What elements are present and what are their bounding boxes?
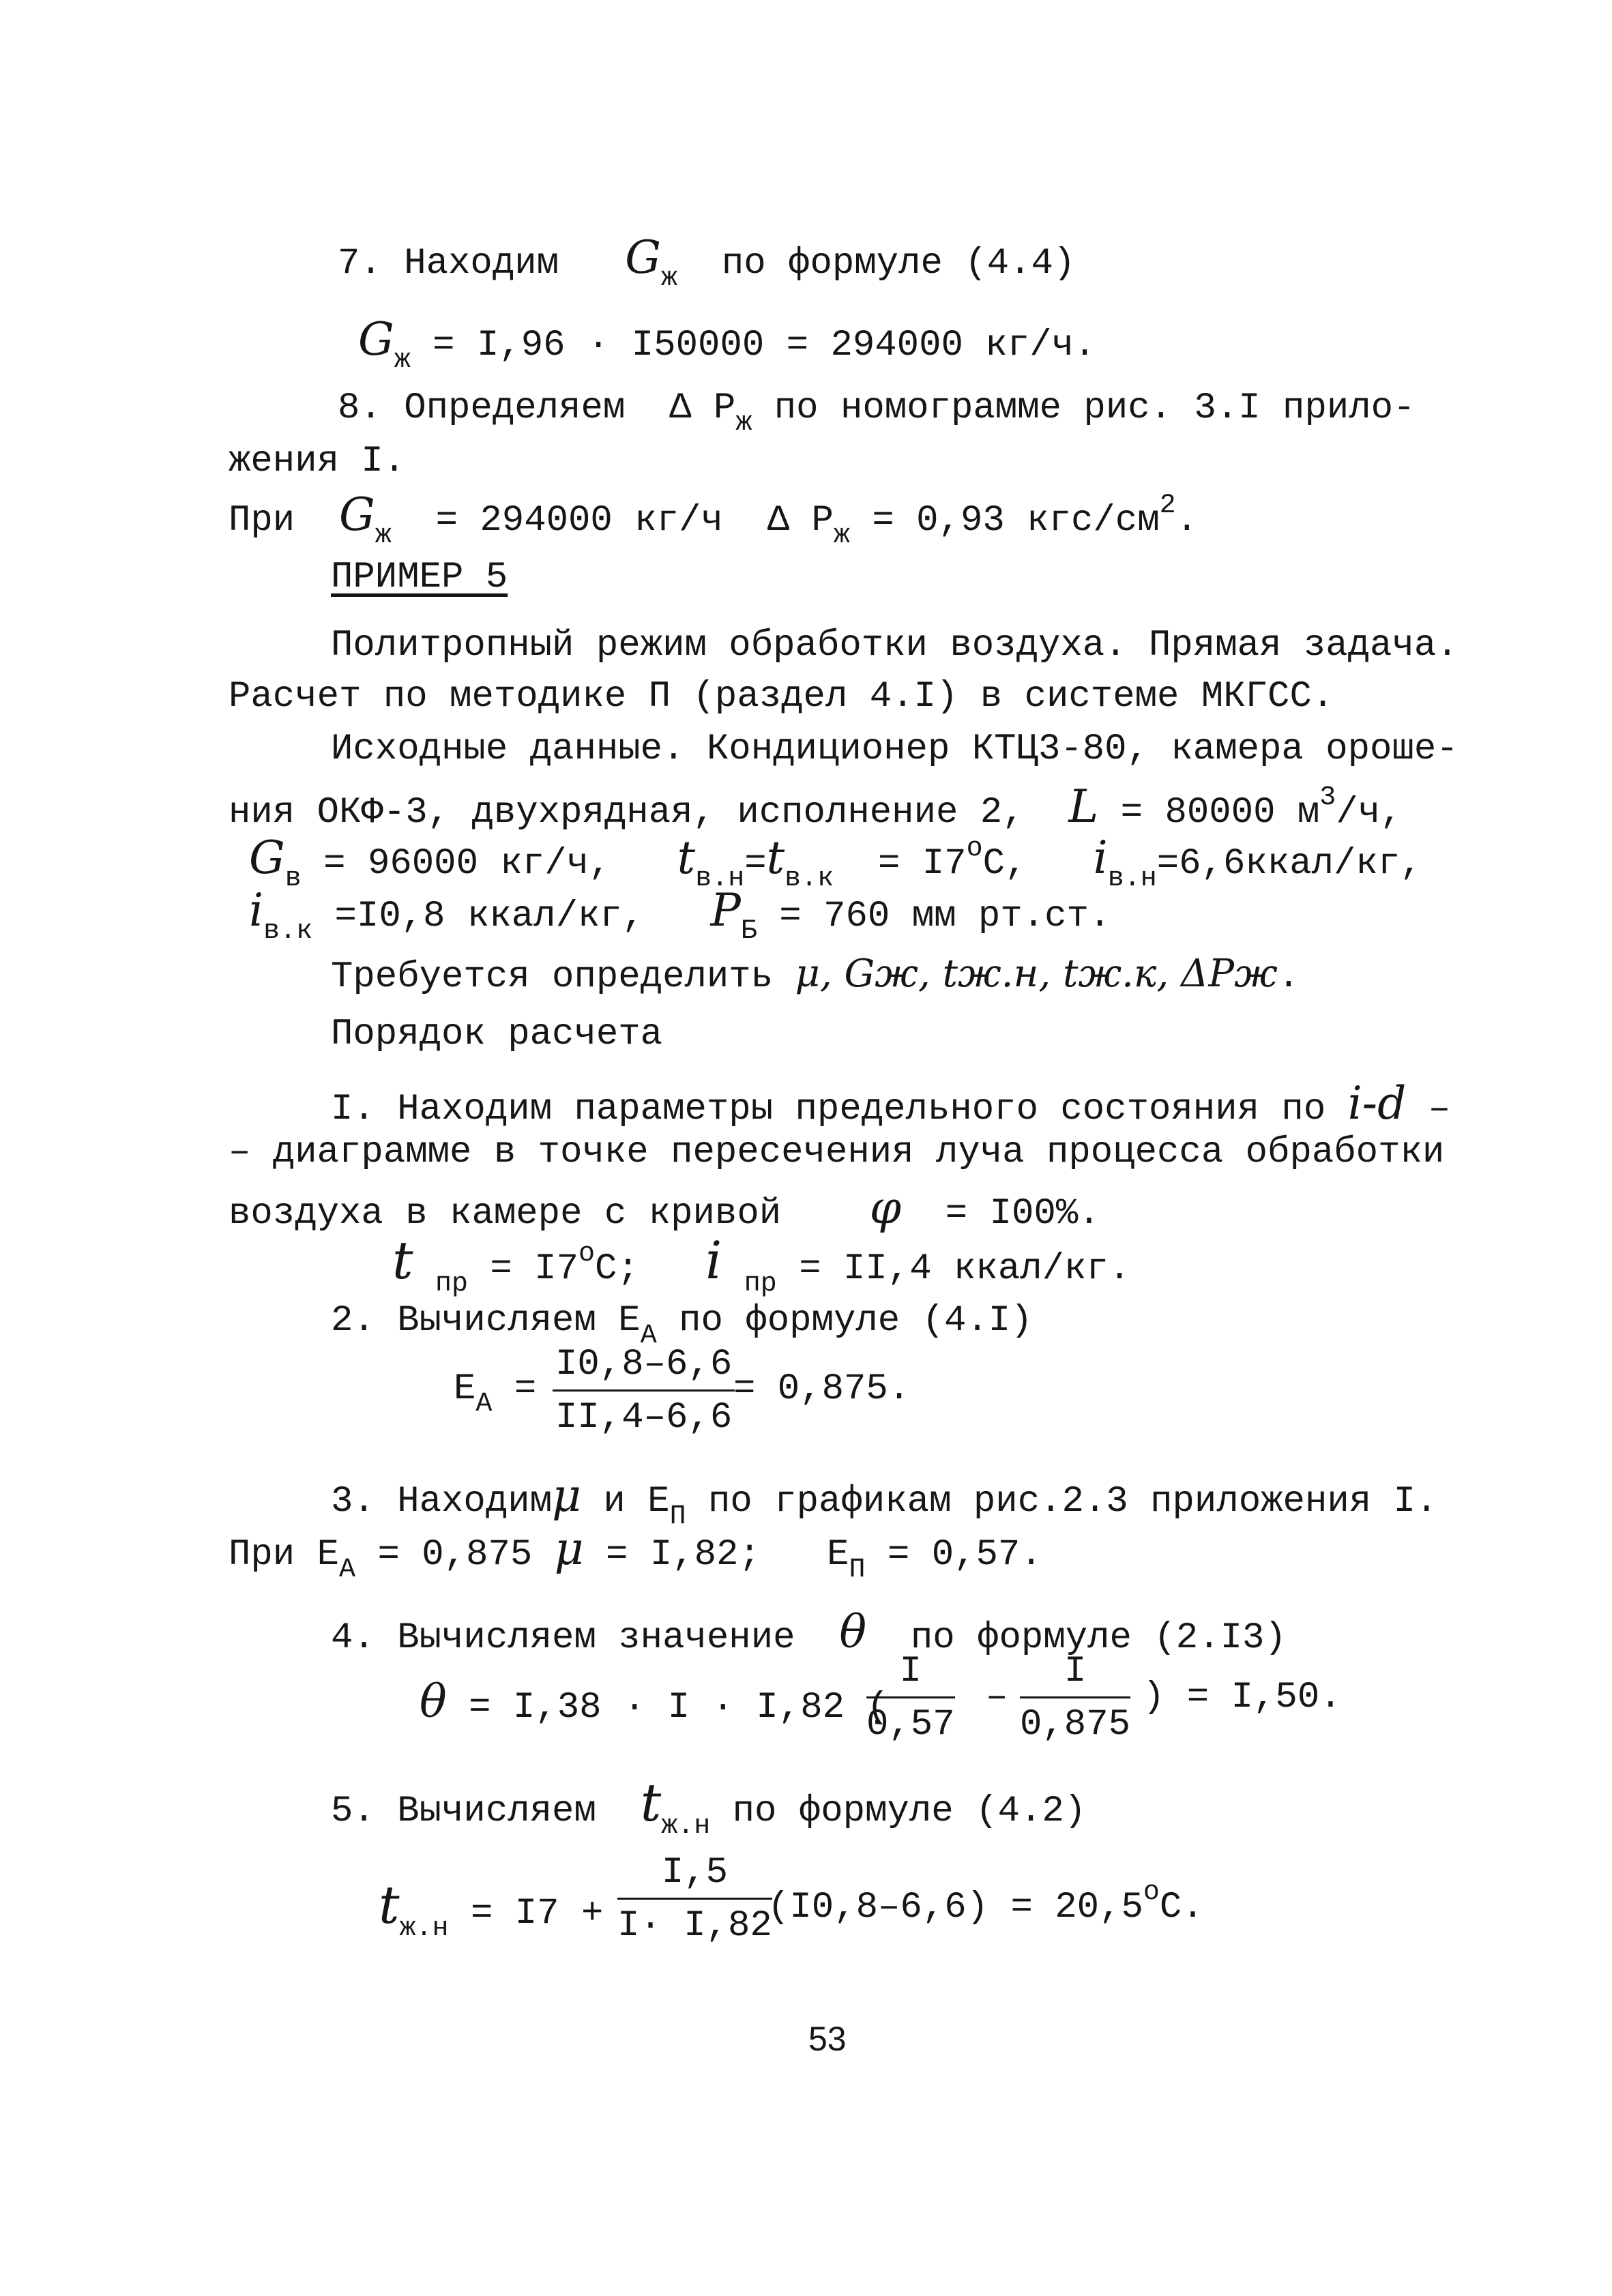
step1-line-3: воздуха в камере с кривой φ = I00%. bbox=[229, 1181, 1100, 1235]
step5-result: $(I0,8-6,6) = 20,5^oC$. bbox=[767, 1877, 1204, 1928]
step4-minus: – bbox=[986, 1677, 1008, 1718]
step4-result: ) = I,50. bbox=[1143, 1677, 1342, 1718]
step3-line-1: 3. Находимμ и $E_П$ по графикам рис.2.3 приложения I. bbox=[331, 1469, 1438, 1532]
initial-data-line-2: ния ОКФ-3, двухрядная, исполнение 2, L = 80000 $м^3/ч$, bbox=[229, 780, 1403, 834]
step2-line: 2. Вычисляем $E_A$ по формуле (4.I) bbox=[331, 1300, 1033, 1351]
step5-line: 5. Вычисляем $t_{ж.н}$ по формуле (4.2) bbox=[331, 1772, 1087, 1842]
step1-line-4: t $_{пр} = I7^oC$; i $_{пр}$ = II,4 ккал/кг. bbox=[392, 1230, 1131, 1299]
step1-line-2: – диаграмме в точке пересечения луча процесса обработки bbox=[229, 1132, 1445, 1173]
required-line: Требуется определить μ, Gж, tж.н, tж.к, ΔPж. bbox=[331, 952, 1300, 998]
page-number: 53 bbox=[808, 2020, 847, 2058]
step3-line-2: При $E_A = 0,875$ μ = I,82; $E_П = 0,57$. bbox=[229, 1522, 1042, 1585]
example-heading: ПРИМЕР 5 bbox=[331, 557, 508, 598]
step5-equation-lhs: $t_{ж.н} = I7$ + bbox=[379, 1874, 604, 1944]
step2-result: = 0,875. bbox=[733, 1368, 911, 1410]
equation-7: $G_ж = I,96 \cdot I50000 = 294000$ кг/ч. bbox=[358, 313, 1096, 376]
step4-equation-lhs: θ = I,38 · I · I,82 ( bbox=[420, 1675, 889, 1728]
step4-fraction-2: $\frac{I}{0,875}$ bbox=[1020, 1651, 1131, 1746]
step4-fraction-1: $\frac{I}{0,57}$ bbox=[866, 1651, 955, 1746]
step8-line: 8. Определяем Δ $P_ж$ по номограмме рис. 3.I прило- bbox=[338, 387, 1416, 439]
step8-result: При $G_ж = 294000$ кг/ч Δ $P_ж = 0,93$ кгс/$см^2$. bbox=[229, 488, 1199, 551]
initial-data-line-3: $G_в = 96000$ кг/ч, $t_{в.н}=t_{в.к} = I7^oC$, $i_{в.н}=6,6ккал/кг$, bbox=[249, 831, 1422, 894]
step7-line: 7. Находим $G_ж$ по формуле (4.4) bbox=[338, 231, 1076, 294]
initial-data-line-4: $i_{в.к} =I0,8$ ккал/кг, $P_Б = 760$ мм рт.ст. bbox=[249, 884, 1111, 947]
step5-fraction: $\frac{I,5}{I\cdot I,82}$ bbox=[617, 1852, 772, 1947]
step2-lhs: $E_A$ = bbox=[454, 1368, 537, 1419]
step4-line: 4. Вычисляем значение θ по формуле (2.I3) bbox=[331, 1606, 1287, 1659]
step1-line-1: I. Находим параметры предельного состояния по i-d – bbox=[331, 1077, 1451, 1130]
order-heading: Порядок расчета bbox=[331, 1014, 663, 1055]
intro-line-2: Расчет по методике П (раздел 4.I) в системе МКГСС. bbox=[229, 676, 1334, 718]
intro-line-1: Политропный режим обработки воздуха. Прямая задача. bbox=[331, 625, 1459, 666]
initial-data-line-1: Исходные данные. Кондиционер КТЦ3-80, камера ороше- bbox=[331, 728, 1459, 770]
step8-continuation: жения I. bbox=[229, 441, 406, 482]
step2-fraction: $\frac{I0,8-6,6}{II,4-6,6}$ bbox=[553, 1344, 735, 1439]
